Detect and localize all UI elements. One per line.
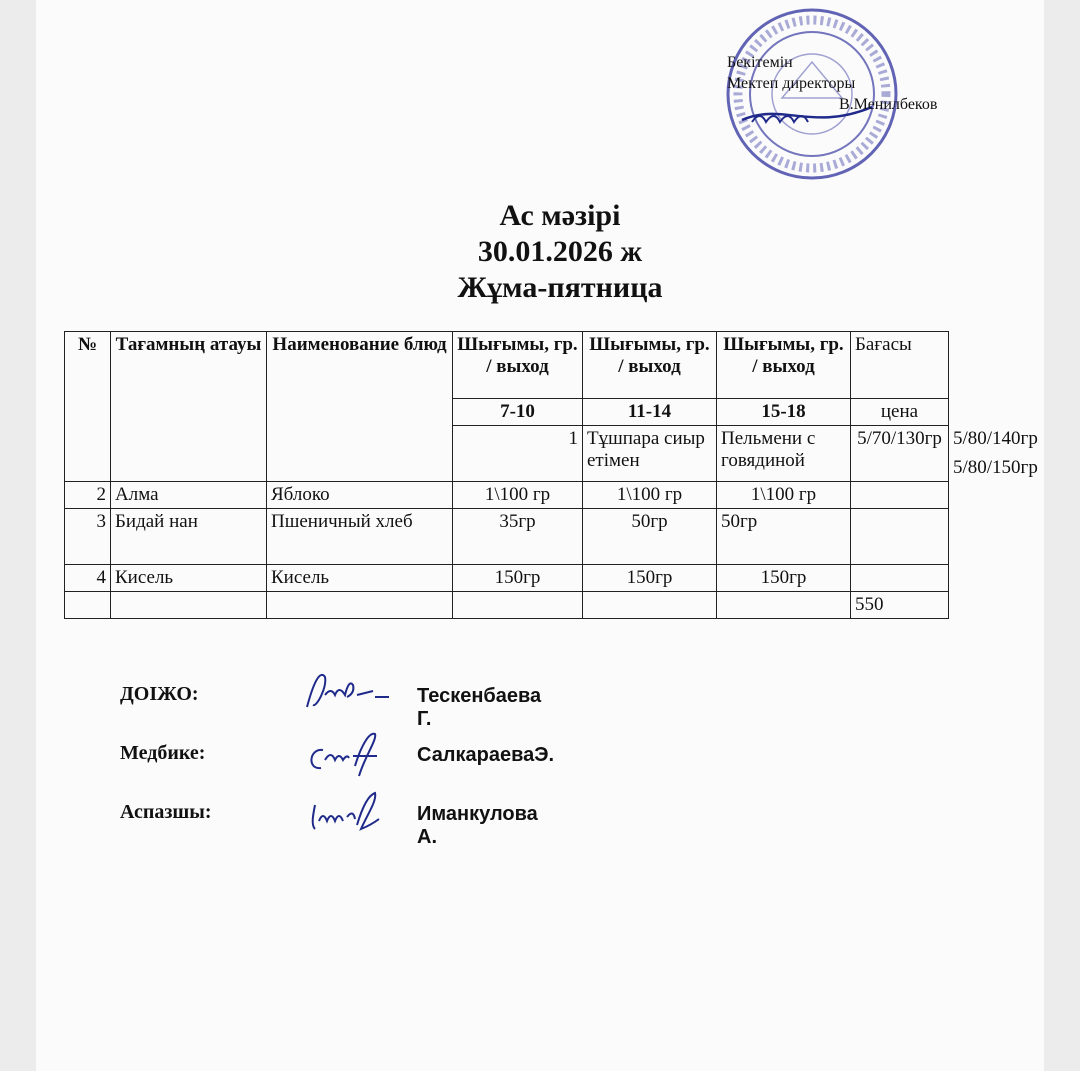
empty-cell [583,592,717,619]
table-row [65,565,949,592]
row-number: 3 [65,509,111,565]
column-header-price-ru: цена [851,399,949,426]
menu-date: 30.01.2026 ж [477,235,643,268]
signature-name: Тескенбаева Г. [417,685,542,730]
price-cell [851,482,949,509]
director-name: В.Менилбеков [839,96,938,113]
menu-table [64,331,949,619]
output-15-18: 1\100 гр [717,482,851,509]
empty-cell [65,592,111,619]
column-header-number: № [65,332,111,482]
total-price: 550 [851,592,949,619]
page-title: Ас мәзірі [499,199,621,232]
output-7-10: 35гр [453,509,583,565]
column-header-output-1: Шығымы, гр. / выход [453,332,583,399]
signature-name: СалкараеваЭ. [417,744,555,766]
dish-name-ru: Кисель [267,565,453,592]
empty-cell [717,592,851,619]
output-7-10: 1\100 гр [453,482,583,509]
age-group-11-14: 11-14 [583,399,717,426]
total-row [65,592,949,619]
price-cell [851,565,949,592]
dish-name-ru: Пшеничный хлеб [267,509,453,565]
empty-cell [111,592,267,619]
dish-name-kz: Алма [111,482,267,509]
column-header-price-kz: Бағасы [851,332,949,399]
approval-line-2: Мектеп директоры [727,75,856,92]
output-7-10: 5/70/130гр [851,426,949,482]
signature-role: Аспазшы: [120,801,212,823]
handwritten-signature [295,726,395,782]
row-number: 2 [65,482,111,509]
row-number: 1 [453,426,583,482]
approval-block [727,52,937,115]
table-row [65,509,949,565]
dish-name-kz: Кисель [111,565,267,592]
output-11-14: 50гр [583,509,717,565]
empty-cell [267,592,453,619]
dish-name-kz: Тұшпара сиыр етімен [583,426,717,482]
handwritten-signature [295,785,395,841]
dish-name-ru: Яблоко [267,482,453,509]
output-15-18: 50гр [717,509,851,565]
output-7-10: 150гр [453,565,583,592]
column-header-output-3: Шығымы, гр. / выход [717,332,851,399]
output-11-14: 150гр [583,565,717,592]
signature-role: Медбике: [120,742,206,764]
output-15-18: 150гр [717,565,851,592]
price-cell [851,509,949,565]
empty-cell [453,592,583,619]
dish-name-ru: Пельмени с говядиной [717,426,851,482]
age-group-7-10: 7-10 [453,399,583,426]
column-header-output-2: Шығымы, гр. / выход [583,332,717,399]
row-number: 4 [65,565,111,592]
column-header-name-kz: Тағамның атауы [111,332,267,482]
signature-role: ДОІЖО: [120,683,199,705]
signature-name: Иманкулова А. [417,803,538,848]
output-11-14: 1\100 гр [583,482,717,509]
age-group-15-18: 15-18 [717,399,851,426]
dish-name-kz: Бидай нан [111,509,267,565]
menu-day: Жұма-пятница [457,271,663,304]
approval-line-1: Бекітемін [727,54,793,71]
menu-title-block [300,198,820,306]
handwritten-signature [295,667,395,717]
column-header-name-ru: Наименование блюд [267,332,453,482]
table-row [65,482,949,509]
